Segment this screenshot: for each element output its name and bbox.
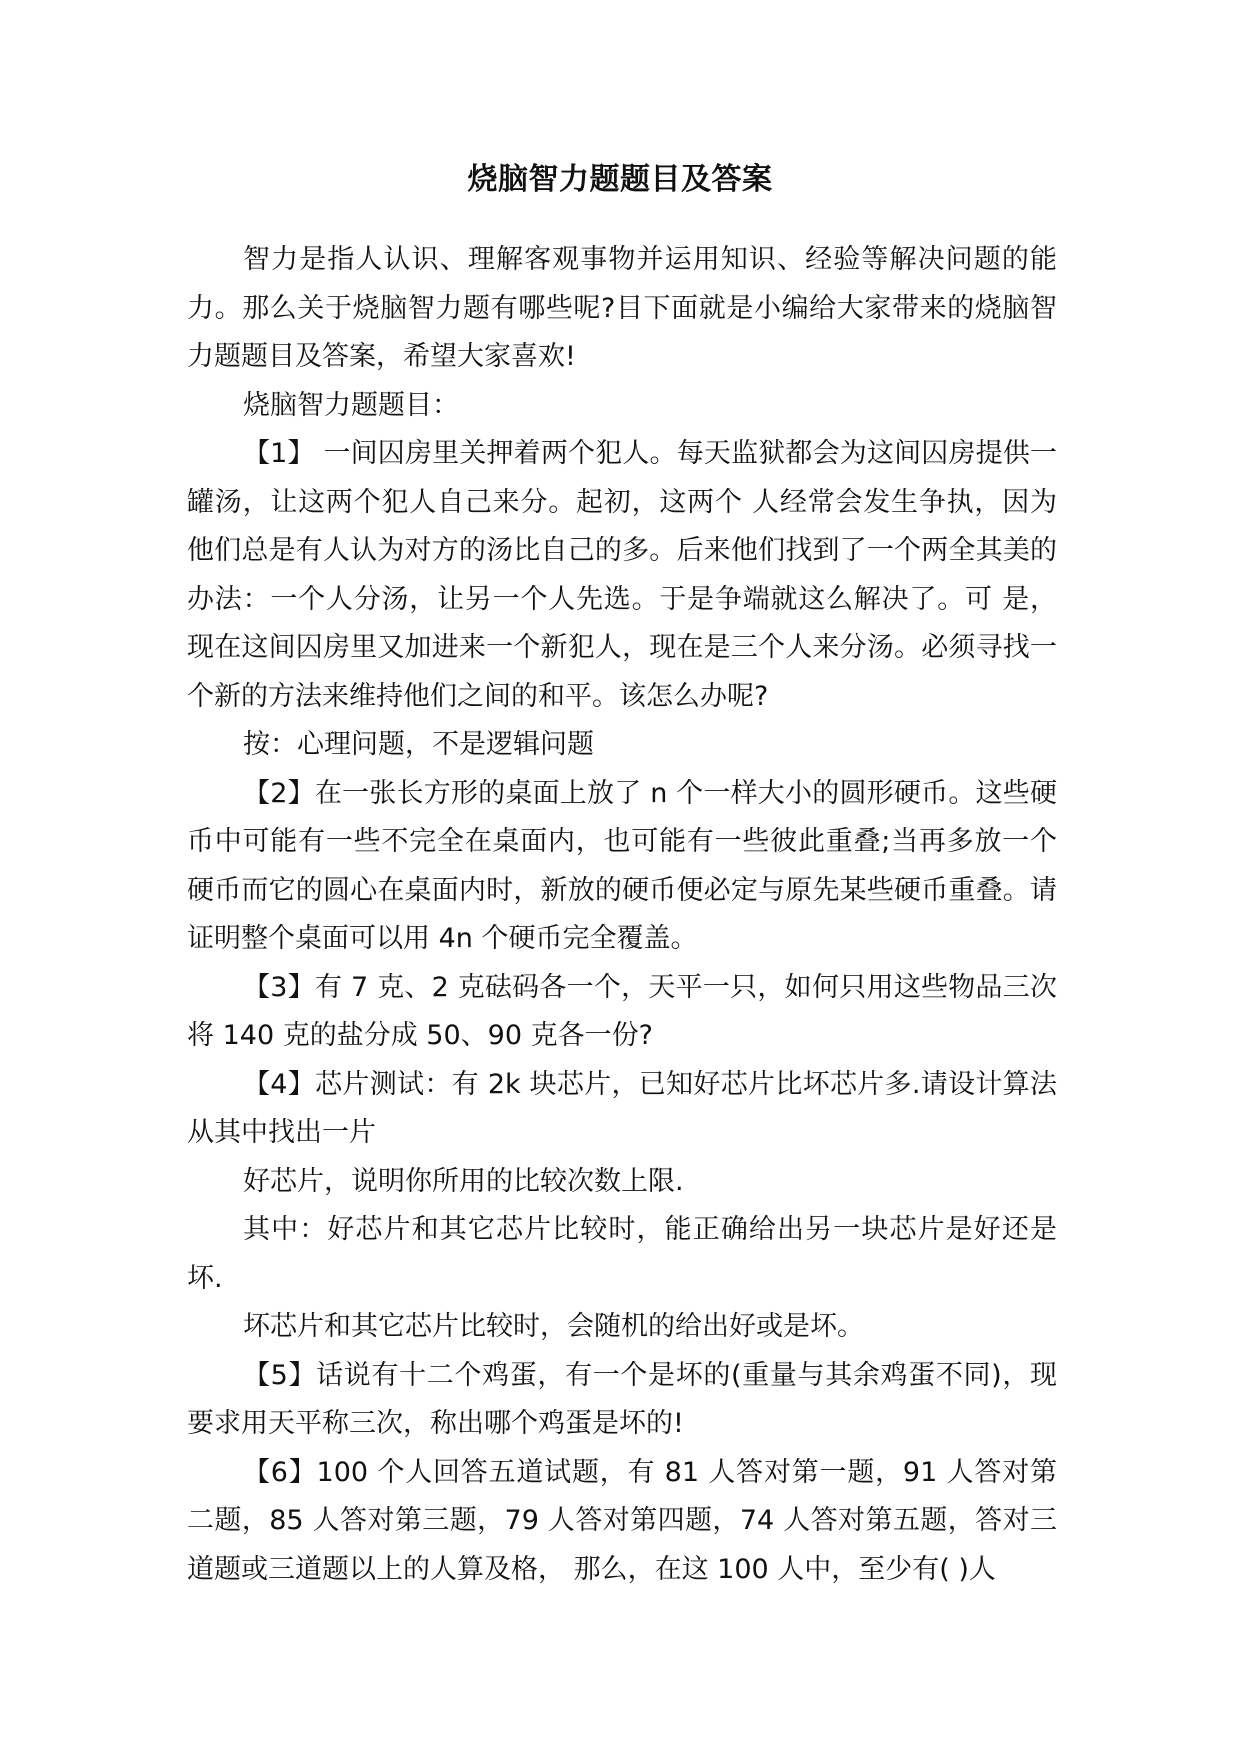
section-heading: 烧脑智力题题目： bbox=[243, 389, 459, 421]
intro-paragraph: 智力是指人认识、理解客观事物并运用知识、经验等解决问题的能力。那么关于烧脑智力题有哪些呢?目下面就是小编给大家带来的烧脑智力题题目及答案，希望大家喜欢! bbox=[187, 244, 1057, 372]
question-1-note: 按：心理问题，不是逻辑问题 bbox=[243, 729, 594, 760]
document-body bbox=[187, 236, 1057, 1594]
question-4: 【4】芯片测试：有 2k 块芯片，已知好芯片比坏芯片多.请设计算法从其中找出一片 bbox=[187, 1068, 1057, 1148]
question-4-line-4: 坏芯片和其它芯片比较时，会随机的给出好或是坏。 bbox=[243, 1311, 864, 1342]
question-4-line-2: 好芯片，说明你所用的比较次数上限. bbox=[243, 1165, 684, 1197]
question-1: 【1】 一间囚房里关押着两个犯人。每天监狱都会为这间囚房提供一罐汤，让这两个犯人自己来分。起初，这两个 人经常会发生争执，因为他们总是有人认为对方的汤比自己的多。后来他们找到了一个两全其美的办法：一个人分汤，让另一个人先选。于是争端就这么解决了。可 是，现在这间囚房里又加进来一个新犯人，现在是三个人来分汤。必须寻找一个新的方法来维持他们之间的和平。该怎么办呢? bbox=[187, 438, 1057, 712]
question-2: 【2】在一张长方形的桌面上放了 n 个一样大小的圆形硬币。这些硬币中可能有一些不完全在桌面内，也可能有一些彼此重叠;当再多放一个硬币而它的圆心在桌面内时，新放的硬币便必定与原先某些硬币重叠。请证明整个桌面可以用 4n 个硬币完全覆盖。 bbox=[187, 777, 1057, 954]
question-5: 【5】话说有十二个鸡蛋，有一个是坏的(重量与其余鸡蛋不同)，现要求用天平称三次，称出哪个鸡蛋是坏的! bbox=[187, 1359, 1057, 1439]
question-4-line-3: 其中：好芯片和其它芯片比较时，能正确给出另一块芯片是好还是坏. bbox=[187, 1214, 1057, 1294]
question-3: 【3】有 7 克、2 克砝码各一个，天平一只，如何只用这些物品三次将 140 克的盐分成 50、90 克各一份? bbox=[187, 971, 1057, 1051]
question-6: 【6】100 个人回答五道试题，有 81 人答对第一题，91 人答对第二题，85 人答对第三题，79 人答对第四题，74 人答对第五题，答对三道题或三道题以上的人算及格， 那么，在这 100 人中，至少有( )人 bbox=[187, 1456, 1057, 1585]
document-title: 烧脑智力题题目及答案 bbox=[467, 162, 773, 197]
